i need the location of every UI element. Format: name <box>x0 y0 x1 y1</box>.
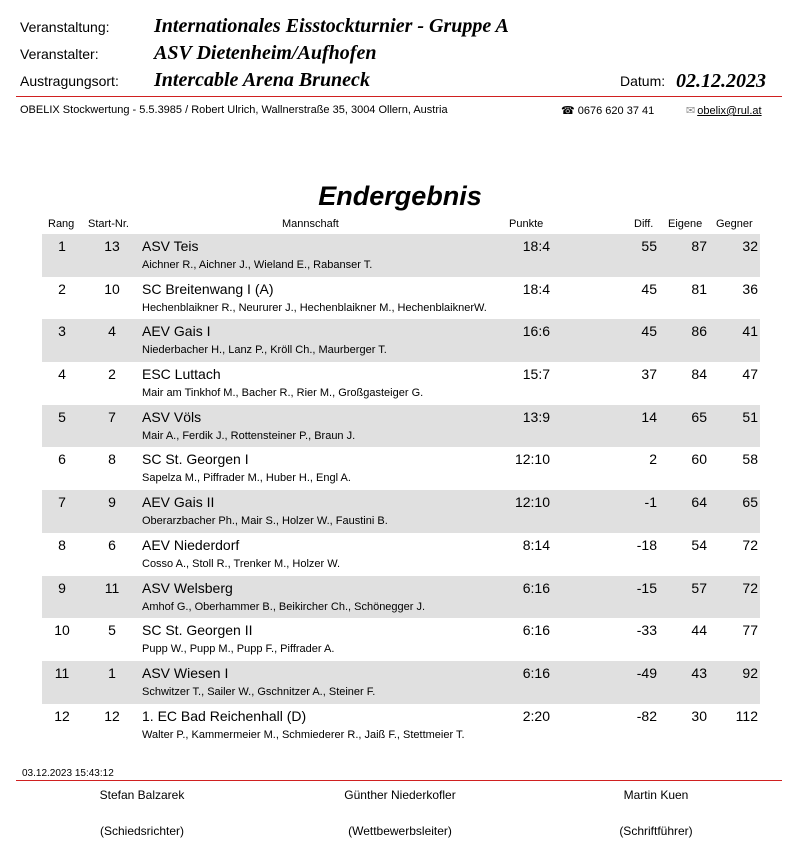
own-score-cell: 43 <box>691 664 707 681</box>
col-eigene: Eigene <box>668 218 703 230</box>
players-cell: Pupp W., Pupp M., Pupp F., Piffrader A. <box>142 643 335 656</box>
points-cell: 6:16 <box>522 664 550 681</box>
col-punkte: Punkte <box>509 218 544 230</box>
difference-cell: 2 <box>649 451 657 468</box>
difference-cell: 45 <box>641 280 657 297</box>
start-number-cell: 9 <box>108 494 116 511</box>
rang-cell: 4 <box>58 366 66 383</box>
signature-role-1: (Schiedsrichter) <box>99 824 185 838</box>
signature-name-3: Martin Kuen <box>623 788 689 802</box>
rang-cell: 7 <box>58 494 66 511</box>
difference-cell: 45 <box>641 323 657 340</box>
col-start: Start-Nr. <box>88 218 129 230</box>
venue-name: Intercable Arena Bruneck <box>154 69 370 91</box>
table-row <box>42 533 760 576</box>
phone-number <box>561 104 654 117</box>
points-cell: 16:6 <box>522 323 550 340</box>
points-cell: 15:7 <box>522 366 550 383</box>
signature-name-1: Stefan Balzarek <box>99 788 185 802</box>
rang-cell: 12 <box>54 707 70 724</box>
email-contact[interactable] <box>686 104 762 117</box>
players-cell: Amhof G., Oberhammer B., Beikircher Ch., Schönegger J. <box>142 600 426 613</box>
mail-icon: ✉ <box>686 105 696 117</box>
start-number-cell: 13 <box>104 238 120 254</box>
difference-cell: -1 <box>644 494 657 511</box>
table-row <box>42 234 760 277</box>
difference-cell: -15 <box>636 579 657 596</box>
own-score-cell: 87 <box>691 238 707 254</box>
table-row <box>42 618 760 661</box>
start-number-cell: 1 <box>108 664 116 681</box>
rang-cell: 6 <box>58 451 66 468</box>
table-row <box>42 319 760 362</box>
difference-cell: 55 <box>641 238 657 254</box>
team-name-cell: ESC Luttach <box>142 366 221 383</box>
page-title: Endergebnis <box>318 181 482 211</box>
team-name-cell: ASV Teis <box>142 238 199 254</box>
players-cell: Walter P., Kammermeier M., Schmiederer R., Jaiß F., Stettmeier T. <box>142 728 465 741</box>
rang-cell: 11 <box>54 664 70 681</box>
own-score-cell: 44 <box>691 622 707 639</box>
own-score-cell: 54 <box>691 536 707 553</box>
col-gegner: Gegner <box>716 218 753 230</box>
difference-cell: -49 <box>636 664 657 681</box>
own-score-cell: 86 <box>691 323 707 340</box>
team-name-cell: AEV Gais II <box>142 494 215 511</box>
own-score-cell: 57 <box>691 579 707 596</box>
print-timestamp: 03.12.2023 15:43:12 <box>22 768 114 779</box>
rang-cell: 1 <box>58 238 66 254</box>
col-team: Mannschaft <box>282 218 339 230</box>
points-cell: 6:16 <box>522 622 550 639</box>
phone-value: 0676 620 37 41 <box>577 105 655 117</box>
table-row <box>42 704 760 747</box>
table-row <box>42 661 760 704</box>
rang-cell: 2 <box>58 280 66 297</box>
event-date: 02.12.2023 <box>676 70 766 92</box>
ort-label: Austragungsort: <box>20 73 119 89</box>
table-row <box>42 405 760 448</box>
table-row <box>42 447 760 490</box>
table-row <box>42 490 760 533</box>
rang-cell: 3 <box>58 323 66 340</box>
team-name-cell: AEV Gais I <box>142 323 211 340</box>
rang-cell: 9 <box>58 579 66 596</box>
points-cell: 13:9 <box>522 408 550 425</box>
difference-cell: -18 <box>636 536 657 553</box>
start-number-cell: 5 <box>108 622 116 639</box>
datum-label: Datum: <box>620 73 666 89</box>
team-name-cell: SC Breitenwang I (A) <box>142 280 274 297</box>
players-cell: Niederbacher H., Lanz P., Kröll Ch., Maurberger T. <box>142 344 387 357</box>
veranstaltung-label: Veranstaltung: <box>20 19 110 35</box>
players-cell: Cosso A., Stoll R., Trenker M., Holzer W. <box>142 557 341 570</box>
points-cell: 6:16 <box>522 579 550 596</box>
rang-cell: 5 <box>58 408 66 425</box>
players-cell: Hechenblaikner R., Neururer J., Hechenblaikner M., HechenblaiknerW. <box>142 301 487 314</box>
points-cell: 2:20 <box>522 707 550 724</box>
points-cell: 12:10 <box>514 451 550 468</box>
difference-cell: -33 <box>636 622 657 639</box>
difference-cell: 14 <box>641 408 657 425</box>
players-cell: Oberarzbacher Ph., Mair S., Holzer W., Faustini B. <box>142 515 388 528</box>
team-name-cell: 1. EC Bad Reichenhall (D) <box>142 707 307 724</box>
own-score-cell: 81 <box>691 280 707 297</box>
organizer-name: ASV Dietenheim/Aufhofen <box>154 42 377 64</box>
points-cell: 18:4 <box>522 280 550 297</box>
opponent-score-cell: 32 <box>742 238 758 254</box>
signature-role-3: (Schriftführer) <box>619 824 693 838</box>
start-number-cell: 4 <box>108 323 116 340</box>
players-cell: Sapelza M., Piffrader M., Huber H., Engl A. <box>142 472 351 485</box>
start-number-cell: 2 <box>108 366 116 383</box>
opponent-score-cell: 51 <box>742 408 758 425</box>
rang-cell: 8 <box>58 536 66 553</box>
event-name: Internationales Eisstockturnier - Gruppe A <box>154 15 509 37</box>
players-cell: Schwitzer T., Sailer W., Gschnitzer A., Steiner F. <box>142 685 376 698</box>
points-cell: 8:14 <box>522 536 550 553</box>
team-name-cell: AEV Niederdorf <box>142 536 240 553</box>
phone-icon: ☎ <box>561 105 575 117</box>
opponent-score-cell: 112 <box>735 707 758 724</box>
email-link[interactable]: obelix@rul.at <box>697 105 762 117</box>
players-cell: Mair A., Ferdik J., Rottensteiner P., Braun J. <box>142 429 356 442</box>
opponent-score-cell: 41 <box>742 323 758 340</box>
opponent-score-cell: 47 <box>742 366 758 383</box>
team-name-cell: ASV Welsberg <box>142 579 233 596</box>
points-cell: 12:10 <box>514 494 550 511</box>
difference-cell: -82 <box>636 707 657 724</box>
own-score-cell: 65 <box>691 408 707 425</box>
rang-cell: 10 <box>54 622 70 639</box>
table-row <box>42 362 760 405</box>
opponent-score-cell: 72 <box>742 579 758 596</box>
team-name-cell: SC St. Georgen II <box>142 622 253 639</box>
team-name-cell: ASV Wiesen I <box>142 664 229 681</box>
players-cell: Aichner R., Aichner J., Wieland E., Rabanser T. <box>142 259 373 271</box>
start-number-cell: 7 <box>108 408 116 425</box>
opponent-score-cell: 77 <box>742 622 758 639</box>
col-diff: Diff. <box>634 218 654 230</box>
start-number-cell: 11 <box>104 579 120 596</box>
own-score-cell: 84 <box>691 366 707 383</box>
header-divider <box>16 96 782 97</box>
start-number-cell: 10 <box>104 280 120 297</box>
col-rang: Rang <box>48 218 75 230</box>
footer-divider <box>16 780 782 781</box>
opponent-score-cell: 65 <box>742 494 758 511</box>
points-cell: 18:4 <box>522 238 550 254</box>
results-table <box>42 234 760 746</box>
signature-name-2: Günther Niederkofler <box>344 788 456 802</box>
opponent-score-cell: 72 <box>742 536 758 553</box>
opponent-score-cell: 58 <box>742 451 758 468</box>
team-name-cell: SC St. Georgen I <box>142 451 249 468</box>
start-number-cell: 6 <box>108 536 116 553</box>
opponent-score-cell: 36 <box>742 280 758 297</box>
difference-cell: 37 <box>641 366 657 383</box>
opponent-score-cell: 92 <box>742 664 758 681</box>
own-score-cell: 64 <box>691 494 707 511</box>
table-row <box>42 576 760 619</box>
veranstalter-label: Veranstalter: <box>20 46 99 62</box>
own-score-cell: 30 <box>691 707 707 724</box>
start-number-cell: 8 <box>108 451 116 468</box>
own-score-cell: 60 <box>691 451 707 468</box>
players-cell: Mair am Tinkhof M., Bacher R., Rier M., Großgasteiger G. <box>142 387 424 400</box>
table-row <box>42 277 760 320</box>
software-credit: OBELIX Stockwertung - 5.5.3985 / Robert Ulrich, Wallnerstraße 35, 3004 Ollern, Austria <box>20 104 448 116</box>
team-name-cell: ASV Völs <box>142 408 202 425</box>
start-number-cell: 12 <box>104 707 120 724</box>
signature-role-2: (Wettbewerbsleiter) <box>348 824 452 838</box>
